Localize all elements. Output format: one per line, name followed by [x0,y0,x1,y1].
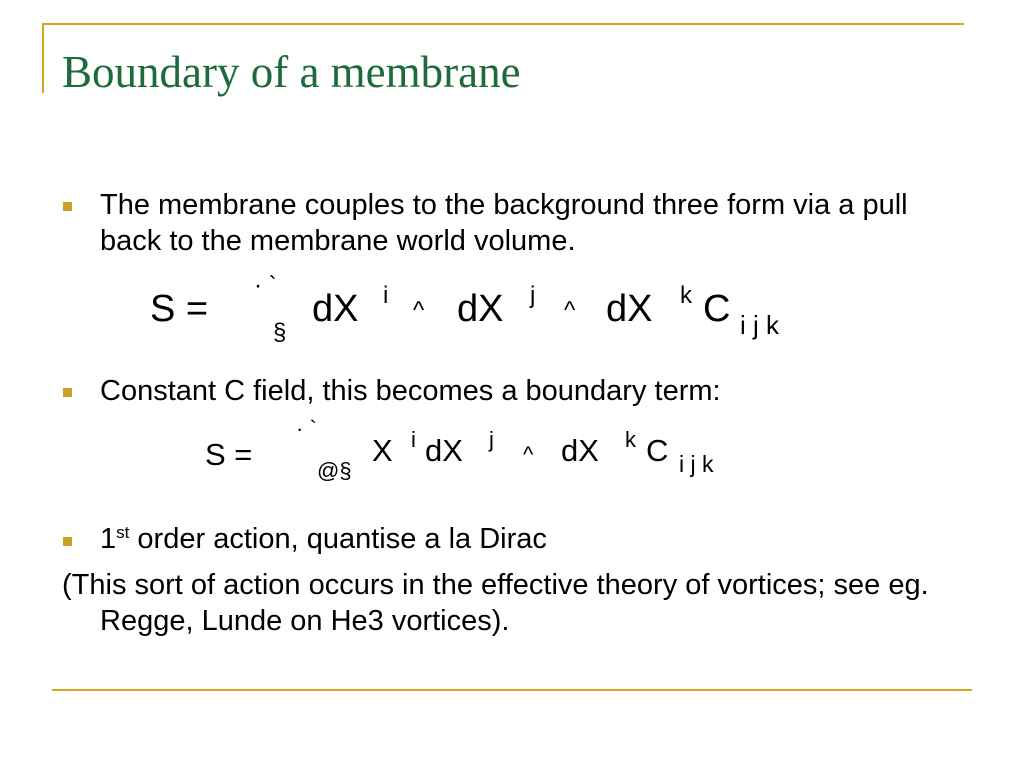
eq1-dx1: dX [312,288,359,330]
ordinal-number: 1 [100,523,117,555]
eq1-index-j: j [530,282,536,309]
note-paragraph: (This sort of action occurs in the effective theory of vortices; see eg. Regge, Lunde on He3 vortices). [62,569,929,637]
eq2-lhs: S = [205,437,253,472]
eq1-dx2: dX [457,288,504,330]
frame-top-rule [42,23,964,25]
frame-bottom-rule [52,689,972,691]
eq1-integral-glyph: § [273,319,287,346]
bullet-text-1: The membrane couples to the background three form via a pull back to the membrane world volume. [100,189,908,257]
eq2-subscript: i j k [679,451,714,477]
eq2-integral-glyph: @§ [317,458,352,483]
square-bullet-icon [63,202,72,211]
eq2-index-k: k [625,427,636,452]
frame-left-rule [42,23,44,93]
ordinal-suffix: st [116,523,130,542]
eq1-garble: · ` [254,272,277,299]
square-bullet-icon [63,537,72,546]
bullet-text-3-body: order action, quantise a la Dirac [129,523,547,555]
eq1-index-i: i [383,282,389,309]
bullet-text-3 [100,521,960,557]
eq2-garble: · ` [296,416,317,441]
eq1-index-k: k [680,282,692,309]
eq2-index-j: j [489,427,494,452]
eq1-c: C [703,288,731,330]
slide-title: Boundary of a membrane [62,47,521,97]
eq2-index-i: i [411,427,416,452]
eq2-c: C [646,433,669,468]
square-bullet-icon [63,388,72,397]
eq1-lhs: S = [150,288,209,330]
eq2-x: X [372,433,393,468]
eq1-subscript: i j k [740,310,779,340]
eq2-dx2: dX [561,433,599,468]
eq1-wedge-1: ^ [413,297,425,324]
eq2-dx1: dX [425,433,463,468]
bullet-text-2: Constant C field, this becomes a boundary term: [100,375,721,407]
eq1-dx3: dX [606,288,653,330]
eq2-wedge: ^ [523,442,534,467]
eq1-wedge-2: ^ [564,297,576,324]
